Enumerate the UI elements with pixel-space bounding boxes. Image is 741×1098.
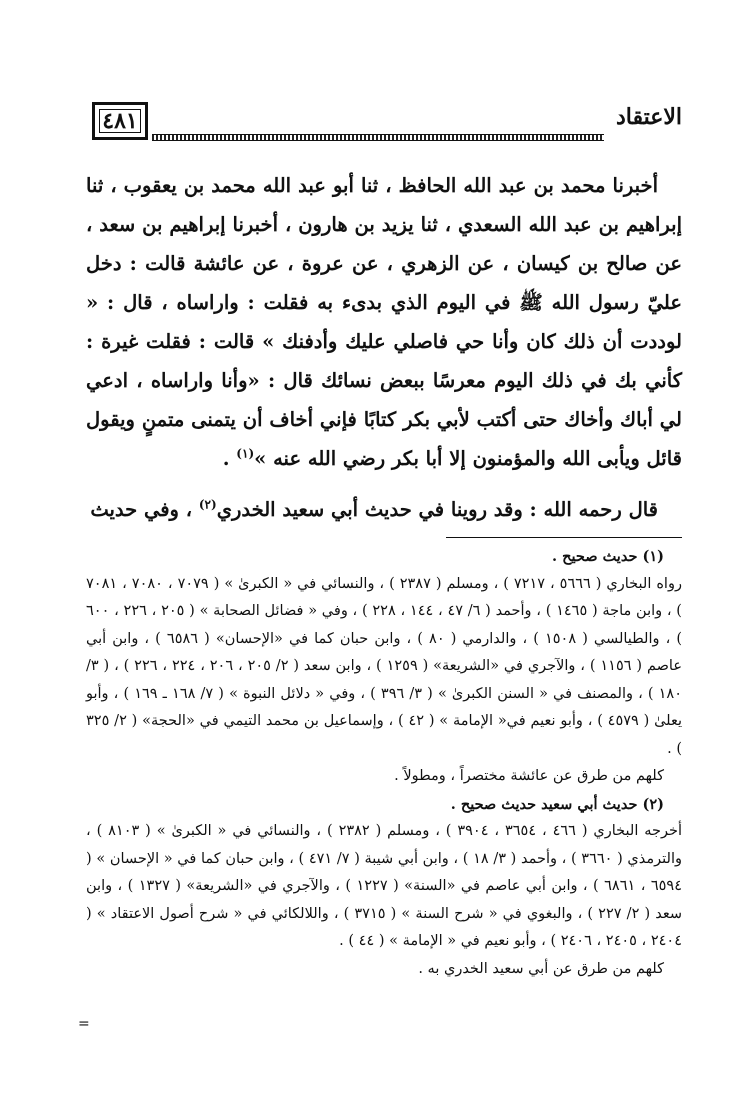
footnote-2-heading: (٢) حديث أبي سعيد حديث صحيح .: [450, 795, 664, 813]
running-title: الاعتقاد: [615, 104, 682, 130]
main-text: [86, 166, 682, 529]
paragraph-1: [86, 166, 682, 478]
page-number: ٤٨١: [92, 102, 148, 140]
footnote-ref-2: (٢): [198, 497, 217, 512]
paragraph-2-text: قال رحمه الله : وقد روينا في حديث أبي سعيد الخدري: [216, 498, 658, 521]
footnote-divider: [446, 537, 682, 538]
footnote-1-text: رواه البخاري ( ٥٦٦٦ ، ٧٢١٧ ) ، ومسلم ( ٢٣٨٧ ) ، والنسائي في « الكبرىٰ » ( ٧٠٧٩ ، ٧٠٨٠ ، ٧٠٨١ ) ، وابن ماجة ( ١٤٦٥ ) ، وأحمد ( ٦/ ٤٧ ، ١٤٤ ، ٢٢٨ ) ، وفي « فضائل الصحابة » ( ٢٠٥ ، ٢٢٦ ، ٦٠٠ ) ، والطيالسي ( ١٥٠٨ ) ، والدارمي ( ٨٠ ) ، وابن حبان كما في «الإحسان» ( ٦٥٨٦ ) ، وابن أبي عاصم ( ١١٥٦ ) ، والآجري في «الشريعة» ( ١٢٥٩ ) ، وابن سعد ( ٢/ ٢٠٥ ، ٢٠٦ ، ٢٢٤ ، ٢٢٦ ) ، ( ٣/ ١٨٠ ) ، والمصنف في « السنن الكبرىٰ » ( ٣/ ٣٩٦ ) ، وفي « دلائل النبوة » ( ٧/ ١٦٨ ـ ١٦٩ ) ، وأبو يعلىٰ ( ٤٥٧٩ ) ، وأبو نعيم في« الإمامة » ( ٤٢ ) ، وإسماعيل بن محمد التيمي في «الحجة» ( ٢/ ٣٢٥ ) .: [86, 575, 683, 757]
paragraph-1-text: أخبرنا محمد بن عبد الله الحافظ ، ثنا أبو عبد الله محمد بن يعقوب ، ثنا إبراهيم بن عبد الله السعدي ، ثنا يزيد بن هارون ، أخبرنا إبراهيم بن سعد ، عن صالح بن كيسان ، عن الزهري ، عن عروة ، عن عائشة قالت : دخل عليّ رسول الله ﷺ في اليوم الذي بدىء به فقلت : واراساه ، قال : « لوددت أن ذلك كان وأنا حي فاصلي عليك وأدفنك » قالت : فقلت غيرة : كأني بك في ذلك اليوم معرسًا ببعض نسائك قال : «وأنا واراساه ، ادعي لي أباك وأخاك حتى أكتب لأبي بكر كتابًا فإني أخاف أن يتمنى متمنٍ ويقول قائل ويأبى الله والمؤمنون إلا أبا بكر رضي الله عنه »: [86, 174, 682, 470]
footnote-1-heading: (١) حديث صحيح .: [552, 548, 664, 565]
header-ornamental-rule: [152, 134, 604, 141]
footnote-1-note: كلهم من طرق عن عائشة مختصراً ، ومطولاً .: [394, 768, 664, 784]
paragraph-2-end: ، وفي حديث: [90, 498, 199, 521]
footnote-2-text: أخرجه البخاري ( ٤٦٦ ، ٣٦٥٤ ، ٣٩٠٤ ) ، ومسلم ( ٢٣٨٢ ) ، والنسائي في « الكبرىٰ » ( ٨١٠٣ ) ، والترمذي ( ٣٦٦٠ ) ، وأحمد ( ٣/ ١٨ ) ، وابن أبي شيبة ( ٧/ ٤٧١ ) ، وابن حبان كما في « الإحسان » ( ٦٥٩٤ ، ٦٨٦١ ) ، وابن أبي عاصم في «السنة» ( ١٢٢٧ ) ، والآجري في «الشريعة» ( ١٣٢٧ ) ، وابن سعد ( ٢/ ٢٢٧ ) ، والبغوي في « شرح السنة » ( ٣٧١٥ ) ، واللالكائي في « شرح أصول الاعتقاد » ( ٢٤٠٤ ، ٢٤٠٥ ، ٢٤٠٦ ) ، وأبو نعيم في « الإمامة » ( ٤٤ ) .: [86, 823, 683, 949]
continuation-mark: =: [78, 1016, 90, 1032]
paragraph-2: [86, 490, 682, 529]
page-header: [92, 96, 682, 146]
footnote-2-note: كلهم من طرق عن أبي سعيد الخدري به .: [418, 960, 664, 977]
footnotes: [86, 543, 682, 983]
paragraph-1-end: .: [222, 447, 237, 470]
footnote-ref-1: (١): [236, 446, 255, 461]
